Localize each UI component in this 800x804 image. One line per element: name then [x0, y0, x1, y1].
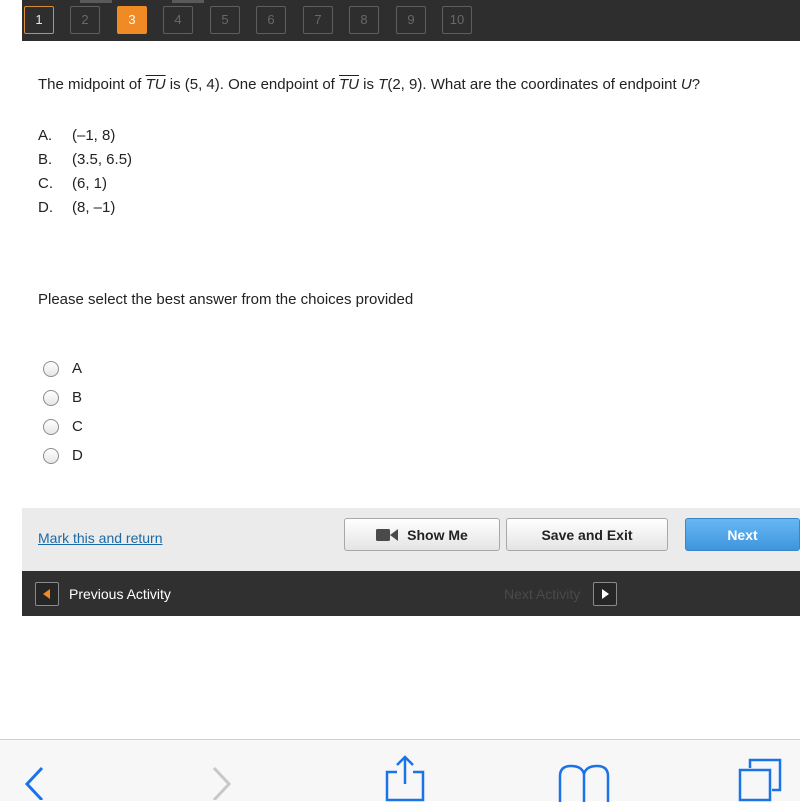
- question-part: (2, 9). What are the coordinates of endpoint: [387, 76, 681, 93]
- choice-item: [38, 124, 132, 148]
- answer-radio-group: [43, 354, 83, 470]
- browser-toolbar: [0, 739, 800, 801]
- question-part: ?: [691, 76, 701, 93]
- radio-button-c[interactable]: [43, 419, 59, 435]
- tabs-icon[interactable]: [736, 756, 784, 804]
- page-button-5[interactable]: 5: [210, 6, 240, 34]
- action-bar: [22, 508, 800, 571]
- choice-letter: A.: [38, 127, 53, 144]
- answer-option-d[interactable]: [43, 441, 83, 470]
- next-button[interactable]: Next: [685, 518, 800, 551]
- radio-button-a[interactable]: [43, 361, 59, 377]
- answer-choices-list: [38, 124, 132, 220]
- choice-letter: B.: [38, 151, 53, 168]
- choice-letter: D.: [38, 199, 53, 216]
- caret-left-icon: [43, 589, 51, 599]
- mark-and-return-link[interactable]: Mark this and return: [38, 530, 163, 546]
- instruction-text: Please select the best answer from the choices provided: [38, 291, 414, 308]
- page-button-2[interactable]: 2: [70, 6, 100, 34]
- choice-text: (8, –1): [72, 199, 116, 216]
- back-icon[interactable]: [22, 760, 46, 800]
- segment-label: $\overline{TU}$: [339, 76, 359, 93]
- radio-button-b[interactable]: [43, 390, 59, 406]
- segment-label: $\overline{TU}$: [145, 76, 166, 93]
- page-button-3[interactable]: 3: [117, 6, 147, 34]
- page-button-4[interactable]: 4: [163, 6, 193, 34]
- strip-tab: [172, 0, 204, 3]
- share-icon[interactable]: [383, 754, 427, 802]
- answer-option-a[interactable]: [43, 354, 83, 383]
- strip-tab: [80, 0, 112, 3]
- radio-label[interactable]: C: [72, 418, 83, 435]
- choice-text: (–1, 8): [72, 127, 116, 144]
- save-and-exit-button[interactable]: Save and Exit: [506, 518, 668, 551]
- radio-label[interactable]: A: [72, 360, 83, 377]
- forward-icon[interactable]: [210, 760, 234, 800]
- point-name: T: [378, 76, 388, 93]
- radio-label[interactable]: D: [72, 447, 83, 464]
- choice-text: (3.5, 6.5): [72, 151, 133, 168]
- answer-option-b[interactable]: [43, 383, 83, 412]
- page-button-6[interactable]: 6: [256, 6, 286, 34]
- question-part: The midpoint of: [38, 76, 146, 93]
- choice-letter: C.: [38, 175, 53, 192]
- activity-navigation-bar: [22, 571, 800, 616]
- question-part: is (5, 4). One endpoint of: [165, 76, 339, 93]
- page-button-8[interactable]: 8: [349, 6, 379, 34]
- page-button-10[interactable]: 10: [442, 6, 472, 34]
- next-activity-arrow[interactable]: [593, 582, 617, 606]
- question-part: is: [359, 76, 379, 93]
- page-button-9[interactable]: 9: [396, 6, 426, 34]
- choice-item: [38, 148, 132, 172]
- choice-text: (6, 1): [72, 175, 108, 192]
- previous-activity-arrow[interactable]: [35, 582, 59, 606]
- radio-label[interactable]: B: [72, 389, 83, 406]
- previous-activity-label[interactable]: Previous Activity: [69, 586, 171, 602]
- next-activity-label: Next Activity: [504, 586, 581, 602]
- choice-item: [38, 196, 132, 220]
- question-text: [38, 76, 798, 93]
- page-button-7[interactable]: 7: [303, 6, 333, 34]
- radio-button-d[interactable]: [43, 448, 59, 464]
- page-navigation: [22, 0, 800, 41]
- choice-item: [38, 172, 132, 196]
- video-camera-icon: [376, 528, 398, 542]
- show-me-button[interactable]: [344, 518, 500, 551]
- page-button-1[interactable]: 1: [24, 6, 54, 34]
- bookmarks-icon[interactable]: [556, 760, 612, 804]
- caret-right-icon: [601, 589, 609, 599]
- endpoint-name: U: [680, 76, 692, 93]
- answer-option-c[interactable]: [43, 412, 83, 441]
- show-me-label: Show Me: [407, 526, 468, 543]
